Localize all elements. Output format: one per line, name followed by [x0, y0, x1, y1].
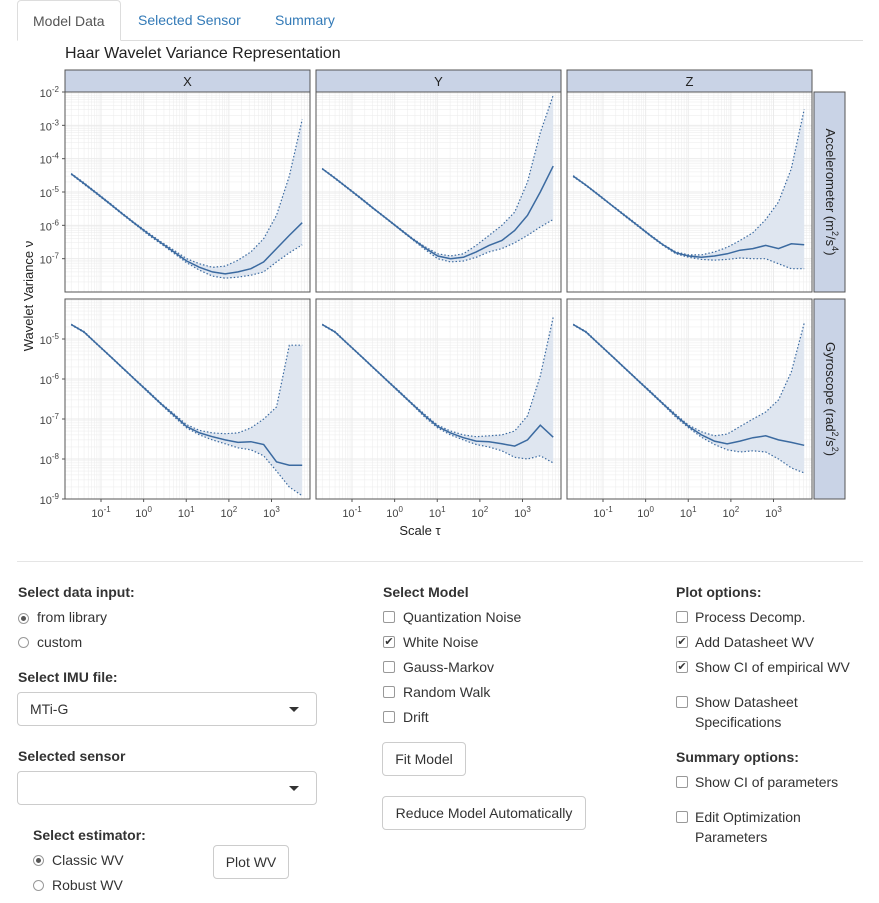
x-axis-label: Scale τ — [399, 523, 441, 538]
x-tick-label: $10^{-1}$ — [342, 505, 362, 520]
show-datasheet-specs-label-line2: Specifications — [695, 714, 782, 730]
classic-wv-radio[interactable] — [33, 855, 44, 866]
x-tick-label: $10^0$ — [135, 505, 152, 520]
select-model-label: Select Model — [383, 584, 469, 600]
show-ci-empirical-label: Show CI of empirical WV — [695, 659, 850, 675]
divider — [17, 561, 863, 562]
facet-label-z: Z — [685, 74, 694, 89]
y-tick-label: $10^{-9}$ — [39, 492, 59, 507]
tab-model-data[interactable]: Model Data — [17, 0, 121, 41]
wavelet-variance-plot — [0, 40, 879, 545]
tab-summary[interactable]: Summary — [275, 12, 335, 28]
robust-wv-radio[interactable] — [33, 880, 44, 891]
show-datasheet-specs-label: Show Datasheet — [695, 694, 798, 710]
from-library-label: from library — [37, 609, 108, 625]
random-walk-checkbox[interactable] — [383, 686, 395, 698]
x-tick-label: $10^3$ — [263, 505, 280, 520]
from-library-radio[interactable] — [18, 613, 29, 624]
panel-accelerometer-y — [316, 92, 561, 292]
y-tick-label: $10^{-3}$ — [39, 118, 59, 134]
panel-gyroscope-x — [40, 299, 310, 520]
white-noise-checkbox[interactable]: ✔ — [384, 636, 394, 648]
data-input-label: Select data input: — [18, 584, 135, 600]
panel-accelerometer-z — [567, 92, 812, 292]
classic-wv-label: Classic WV — [52, 852, 124, 868]
x-tick-label: $10^0$ — [386, 505, 403, 520]
add-datasheet-wv-checkbox[interactable]: ✔ — [677, 636, 687, 648]
drift-checkbox[interactable] — [383, 711, 395, 723]
x-tick-label: $10^1$ — [177, 505, 195, 520]
facet-label-x: X — [183, 74, 192, 89]
gauss-markov-label: Gauss-Markov — [403, 659, 495, 675]
x-tick-label: $10^3$ — [514, 505, 531, 520]
panel-background — [316, 299, 561, 499]
facet-label-y: Y — [434, 74, 443, 89]
custom-label: custom — [37, 634, 83, 650]
selected-sensor-label: Selected sensor — [18, 748, 126, 764]
chevron-down-icon — [289, 707, 299, 712]
show-ci-parameters-checkbox[interactable] — [676, 776, 688, 788]
reduce-model-button[interactable]: Reduce Model Automatically — [382, 796, 586, 830]
x-tick-label: $10^{-1}$ — [593, 505, 613, 520]
add-datasheet-wv-label: Add Datasheet WV — [695, 634, 815, 650]
y-tick-label: $10^{-6}$ — [39, 218, 59, 234]
x-tick-label: $10^0$ — [637, 505, 654, 520]
random-walk-label: Random Walk — [403, 684, 491, 700]
x-tick-label: $10^3$ — [765, 505, 782, 520]
x-tick-label: $10^1$ — [428, 505, 446, 520]
plot-title: Haar Wavelet Variance Representation — [65, 45, 341, 62]
imu-file-value: MTi-G — [30, 701, 69, 717]
edit-optimization-checkbox[interactable] — [676, 811, 688, 823]
y-axis-label: Wavelet Variance ν — [21, 240, 36, 352]
facet-label-row-0: Accelerometer $(m^2/s^4)$ — [822, 128, 840, 256]
process-decomp-checkbox[interactable] — [676, 611, 688, 623]
edit-optimization-label-line2: Parameters — [695, 829, 768, 845]
drift-label: Drift — [403, 709, 429, 725]
show-datasheet-specs-checkbox[interactable] — [676, 696, 688, 708]
selected-sensor-select[interactable] — [17, 771, 317, 805]
x-tick-label: $10^2$ — [471, 505, 489, 520]
y-tick-label: $10^{-6}$ — [39, 372, 59, 387]
plot-wv-button[interactable]: Plot WV — [213, 845, 289, 879]
panel-gyroscope-z — [567, 299, 812, 520]
x-tick-label: $10^1$ — [679, 505, 697, 520]
y-tick-label: $10^{-8}$ — [39, 452, 59, 467]
panel-accelerometer-x — [40, 85, 310, 292]
robust-wv-label: Robust WV — [52, 877, 123, 893]
imu-file-select[interactable] — [17, 692, 317, 726]
tab-bar — [17, 0, 863, 41]
show-ci-empirical-checkbox[interactable]: ✔ — [677, 661, 687, 673]
x-tick-label: $10^2$ — [220, 505, 238, 520]
edit-optimization-label: Edit Optimization — [695, 809, 801, 825]
y-tick-label: $10^{-5}$ — [39, 332, 59, 347]
x-tick-label: $10^2$ — [722, 505, 740, 520]
y-tick-label: $10^{-7}$ — [39, 251, 59, 267]
quantization-noise-checkbox[interactable] — [383, 611, 395, 623]
fit-model-button[interactable]: Fit Model — [382, 742, 466, 776]
process-decomp-label: Process Decomp. — [695, 609, 806, 625]
custom-radio[interactable] — [18, 637, 29, 648]
y-tick-label: $10^{-4}$ — [39, 151, 59, 167]
summary-options-label: Summary options: — [676, 749, 799, 765]
gauss-markov-checkbox[interactable] — [383, 661, 395, 673]
white-noise-label: White Noise — [403, 634, 479, 650]
chevron-down-icon — [289, 786, 299, 791]
plot-options-label: Plot options: — [676, 584, 762, 600]
y-tick-label: $10^{-2}$ — [39, 85, 59, 100]
show-ci-parameters-label: Show CI of parameters — [695, 774, 839, 790]
estimator-label: Select estimator: — [33, 827, 146, 843]
panel-background — [65, 299, 310, 499]
panel-background — [567, 299, 812, 499]
y-tick-label: $10^{-7}$ — [39, 412, 59, 427]
panel-gyroscope-y — [316, 299, 561, 520]
imu-file-label: Select IMU file: — [18, 669, 118, 685]
tab-selected-sensor[interactable]: Selected Sensor — [138, 12, 241, 28]
x-tick-label: $10^{-1}$ — [91, 505, 111, 520]
facet-label-row-1: Gyroscope $(rad^2/s^2)$ — [822, 341, 840, 457]
quantization-noise-label: Quantization Noise — [403, 609, 522, 625]
y-tick-label: $10^{-5}$ — [39, 185, 59, 200]
